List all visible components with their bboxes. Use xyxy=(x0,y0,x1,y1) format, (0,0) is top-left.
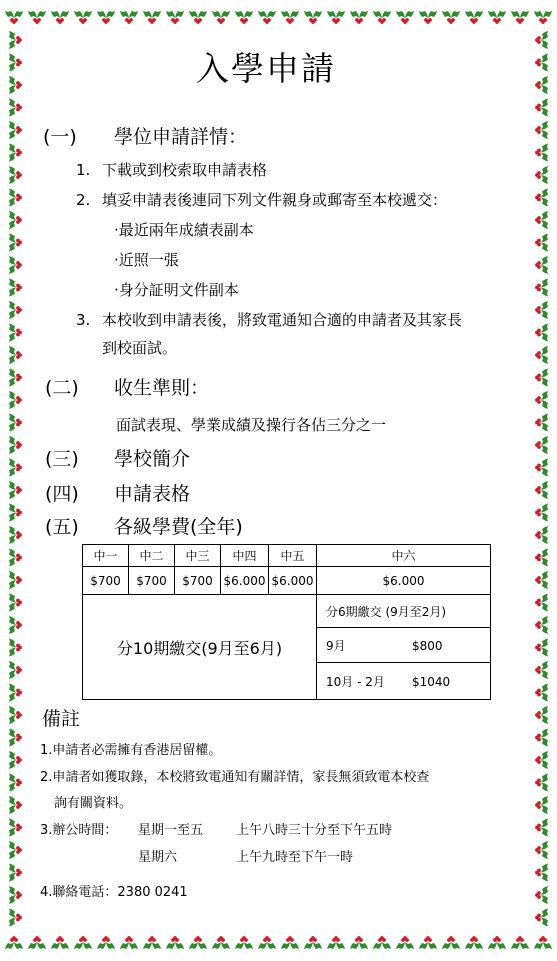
fee-header-row xyxy=(83,545,491,567)
notes-title: 備註 xyxy=(42,708,81,730)
grade-header: 中五 xyxy=(269,545,317,567)
section-title: 各級學費(全年) xyxy=(114,516,243,538)
document-item: ‧身分証明文件副本 xyxy=(114,281,239,299)
note-item: 2.申請者如獲取錄，本校將致電通知有關詳情，家長無須致電本校查 xyxy=(40,770,430,785)
step-text: 本校收到申請表後，將致電通知合適的申請者及其家長 xyxy=(102,311,463,329)
section-number: (二) xyxy=(45,377,79,399)
installment-row xyxy=(317,663,491,700)
grade-header: 中三 xyxy=(175,545,221,567)
grade-header: 中六 xyxy=(317,545,491,567)
section-number: (三) xyxy=(45,448,79,470)
installment-period: 9月 xyxy=(326,638,346,653)
step-text-continued: 到校面試。 xyxy=(102,339,178,357)
section-number: (四) xyxy=(45,483,79,505)
page-title: 入學申請 xyxy=(196,49,336,88)
office-hours-label: 3.辦公時間： xyxy=(40,823,118,838)
office-hours-time: 上午八時三十分至下午五時 xyxy=(236,823,393,838)
document-item: ‧近照一張 xyxy=(114,251,179,269)
grade-header: 中一 xyxy=(83,545,129,567)
fee-value: $700 xyxy=(83,567,129,595)
admission-criteria-text: 面試表現、學業成績及操行各佔三分之一 xyxy=(116,416,387,434)
fee-value: $6.000 xyxy=(317,567,491,595)
section-title: 收生準則： xyxy=(114,377,210,399)
note-item-continued: 詢有關資料。 xyxy=(54,796,133,811)
section-title: 學位申請詳情： xyxy=(114,126,248,148)
section-title: 學校簡介 xyxy=(114,448,191,470)
installment-amount: $1040 xyxy=(412,674,451,689)
installment-amount: $800 xyxy=(412,638,443,653)
fee-value: $700 xyxy=(175,567,221,595)
grade-header: 中二 xyxy=(129,545,175,567)
section-number: (五) xyxy=(45,516,79,538)
fee-value: $700 xyxy=(129,567,175,595)
installment-plan-main: 分10期繳交(9月至6月) xyxy=(83,595,317,700)
grade-header: 中四 xyxy=(221,545,269,567)
step-number: 3. xyxy=(76,311,91,329)
office-hours-days: 星期六 xyxy=(138,850,178,865)
note-item: 1.申請者必需擁有香港居留權。 xyxy=(40,743,222,758)
fee-table xyxy=(82,544,491,700)
section-number: (一) xyxy=(43,126,77,148)
fee-value: $6.000 xyxy=(269,567,317,595)
office-hours-time: 上午九時至下午一時 xyxy=(236,850,354,865)
step-number: 1. xyxy=(76,161,91,179)
contact-phone: 4.聯絡電話：2380 0241 xyxy=(40,885,188,900)
step-text: 下載或到校索取申請表格 xyxy=(102,161,268,179)
installment-period: 10月 - 2月 xyxy=(326,674,385,689)
installment-plan-f6-title: 分6期繳交 (9月至2月) xyxy=(317,595,491,628)
fee-value-row xyxy=(83,567,491,595)
step-number: 2. xyxy=(76,191,91,209)
document-item: ‧最近兩年成績表副本 xyxy=(114,221,254,239)
section-title: 申請表格 xyxy=(114,483,191,505)
step-text: 填妥申請表後連同下列文件親身或郵寄至本校遞交： xyxy=(102,191,448,209)
fee-value: $6.000 xyxy=(221,567,269,595)
office-hours-days: 星期一至五 xyxy=(138,823,204,838)
installment-row xyxy=(317,628,491,663)
